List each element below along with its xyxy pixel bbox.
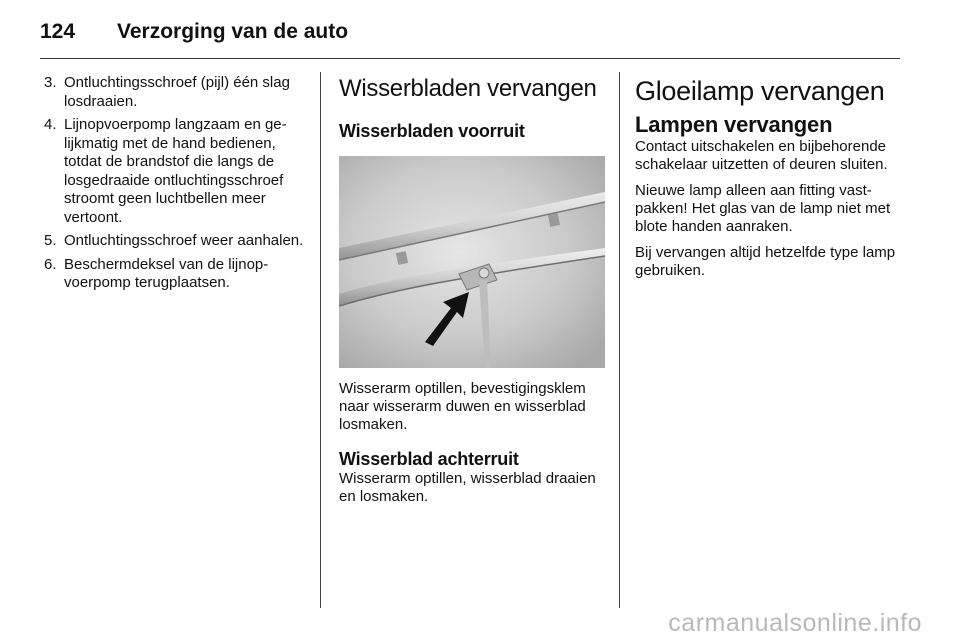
step-item xyxy=(44,256,310,293)
bulb-paragraph: Contact uitschakelen en bijbehorende schakelaar uitzetten of deuren sluiten. xyxy=(635,138,888,173)
steps-list xyxy=(44,74,310,293)
step-text: Lijnopvoerpomp langzaam en gelijkmatig met de hand bedienen, totdat de brandstof die langs de losgedraaide ontluchtingsschroef stroomt geen luchtbellen meer vertoont. xyxy=(64,116,287,226)
step-item xyxy=(44,74,310,111)
rear-wiper-text: Wisserarm optillen, wisserblad draaien en losmaken. xyxy=(339,470,596,505)
step-text: Ontluchtingsschroef weer aanhalen. xyxy=(64,232,304,249)
step-text: Ontluchtingsschroef (pijl) één slag losdraaien. xyxy=(64,74,290,110)
wiper-caption: Wisserarm optillen, bevestigingsklem naar wisserarm duwen en wisserblad losmaken. xyxy=(339,380,586,433)
step-text: Beschermdeksel van de lijnopvoerpomp terugplaatsen. xyxy=(64,255,269,291)
subsection-title-rear: Wisserblad achterruit xyxy=(339,449,519,469)
step-item xyxy=(44,116,310,227)
subsection-title-lamps: Lampen vervangen xyxy=(635,112,833,137)
bulb-paragraph: Nieuwe lamp alleen aan fitting vastpakken! Het glas van de lamp niet met blote handen aanraken. xyxy=(635,182,891,235)
subsection-title-windscreen: Wisserbladen voorruit xyxy=(339,121,525,141)
section-title-bulbs: Gloeilamp vervangen xyxy=(635,76,885,106)
step-number: 5. xyxy=(44,232,57,249)
watermark: carmanualsonline.info xyxy=(668,609,922,637)
step-number: 3. xyxy=(44,74,57,91)
step-item xyxy=(44,232,310,251)
header-rule xyxy=(40,58,900,59)
step-number: 4. xyxy=(44,116,57,133)
wiper-illustration xyxy=(339,156,605,368)
column-divider-left xyxy=(320,72,321,608)
page-title: Verzorging van de auto xyxy=(117,20,349,43)
step-number: 6. xyxy=(44,255,57,273)
column-steps xyxy=(44,74,310,298)
column-divider-right xyxy=(619,72,620,608)
bulb-paragraph: Bij vervangen altijd hetzelfde type lamp gebruiken. xyxy=(635,244,896,279)
page-number: 124 xyxy=(40,20,76,43)
page-header xyxy=(40,14,348,50)
wiper-photo xyxy=(339,156,605,368)
column-wipers xyxy=(339,74,605,506)
section-title-wipers: Wisserbladen vervangen xyxy=(339,75,597,102)
column-bulbs xyxy=(635,74,903,280)
